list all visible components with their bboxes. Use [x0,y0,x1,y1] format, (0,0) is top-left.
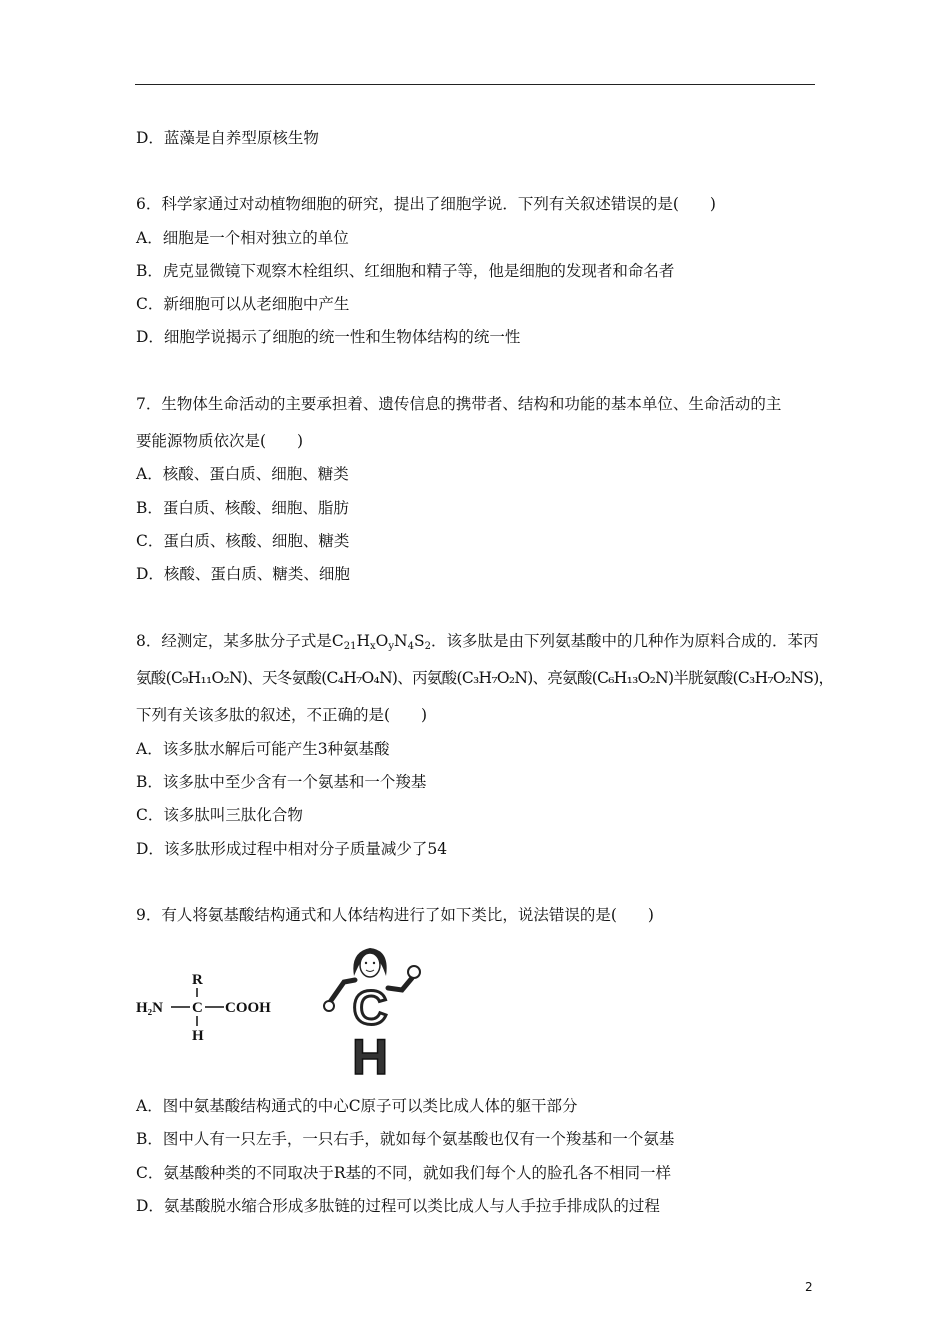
q6-option-b: B．虎克显微镜下观察木栓组织、红细胞和精子等，他是细胞的发现者和命名者 [136,262,675,280]
q6-option-c: C．新细胞可以从老细胞中产生 [136,295,350,313]
formula-carboxyl-group: COOH [225,1000,271,1016]
q8-option-c: C．该多肽叫三肽化合物 [136,806,303,824]
body-letter-c: C [352,982,388,1035]
q5-option-d: D．蓝藻是自养型原核生物 [136,129,319,147]
q8-stem-line1: 8．经测定，某多肽分子式是$C_{21}H_xO_yN_4S_2$．该多肽是由下列氨基酸中的几种作为原料合成的．苯丙 [136,632,819,652]
q9-stem: 9．有人将氨基酸结构通式和人体结构进行了如下类比，说法错误的是( ) [136,906,654,924]
q7-stem-line2: 要能源物质依次是( ) [136,432,304,450]
q9-option-d: D．氨基酸脱水缩合形成多肽链的过程可以类比成人与人手拉手排成队的过程 [136,1197,660,1215]
face-shape [360,953,380,977]
q7-option-a: A．核酸、蛋白质、细胞、糖类 [136,465,349,483]
q9-option-c: C．氨基酸种类的不同取决于R基的不同，就如我们每个人的脸孔各不相同一样 [136,1164,672,1182]
q7-option-b: B．蛋白质、核酸、细胞、脂肪 [136,499,349,517]
q6-option-a: A．细胞是一个相对独立的单位 [136,229,349,247]
q8-option-a: A．该多肽水解后可能产生3种氨基酸 [136,740,390,758]
q8-option-d: D．该多肽形成过程中相对分子质量减少了54 [136,840,448,858]
formula-r-group: R [192,972,203,988]
q8-stem-line3: 下列有关该多肽的叙述，不正确的是( ) [136,706,428,724]
q7-option-c: C．蛋白质、核酸、细胞、糖类 [136,532,350,550]
right-hand-shape [408,966,420,978]
person-analogy-figure [320,942,430,1077]
q9-option-a: A．图中氨基酸结构通式的中心C原子可以类比成人体的躯干部分 [136,1097,578,1115]
q6-option-d: D．细胞学说揭示了细胞的统一性和生物体结构的统一性 [136,328,521,346]
header-rule [135,84,815,85]
formula-central-carbon: C [192,1000,203,1016]
legs-letter-h: H [351,1029,389,1077]
q7-stem-line1: 7．生物体生命活动的主要承担着、遗传信息的携带者、结构和功能的基本单位、生命活动的主 [136,395,782,413]
q6-stem: 6．科学家通过对动植物细胞的研究，提出了细胞学说．下列有关叙述错误的是( ) [136,195,716,213]
formula-amino-group: H₂N [136,1000,163,1016]
formula-hydrogen: H [192,1028,204,1044]
q7-option-d: D．核酸、蛋白质、糖类、细胞 [136,565,350,583]
left-arm-shape [330,980,355,1002]
page-number: 2 [805,1280,813,1294]
q8-stem-line2: 氨酸(C₉H₁₁O₂N)、天冬氨酸(C₄H₇O₄N)、丙氨酸(C₃H₇O₂N)、亮氨酸(C₆H₁₃O₂N)半胱氨酸(C₃H₇O₂NS)， [136,669,834,687]
amino-acid-structure-figure [136,970,286,1045]
q8-option-b: B．该多肽中至少含有一个氨基和一个羧基 [136,773,427,791]
left-hand-shape [324,1001,334,1011]
right-arm-shape [388,978,412,990]
q9-option-b: B．图中人有一只左手，一只右手，就如每个氨基酸也仅有一个羧基和一个氨基 [136,1130,675,1148]
